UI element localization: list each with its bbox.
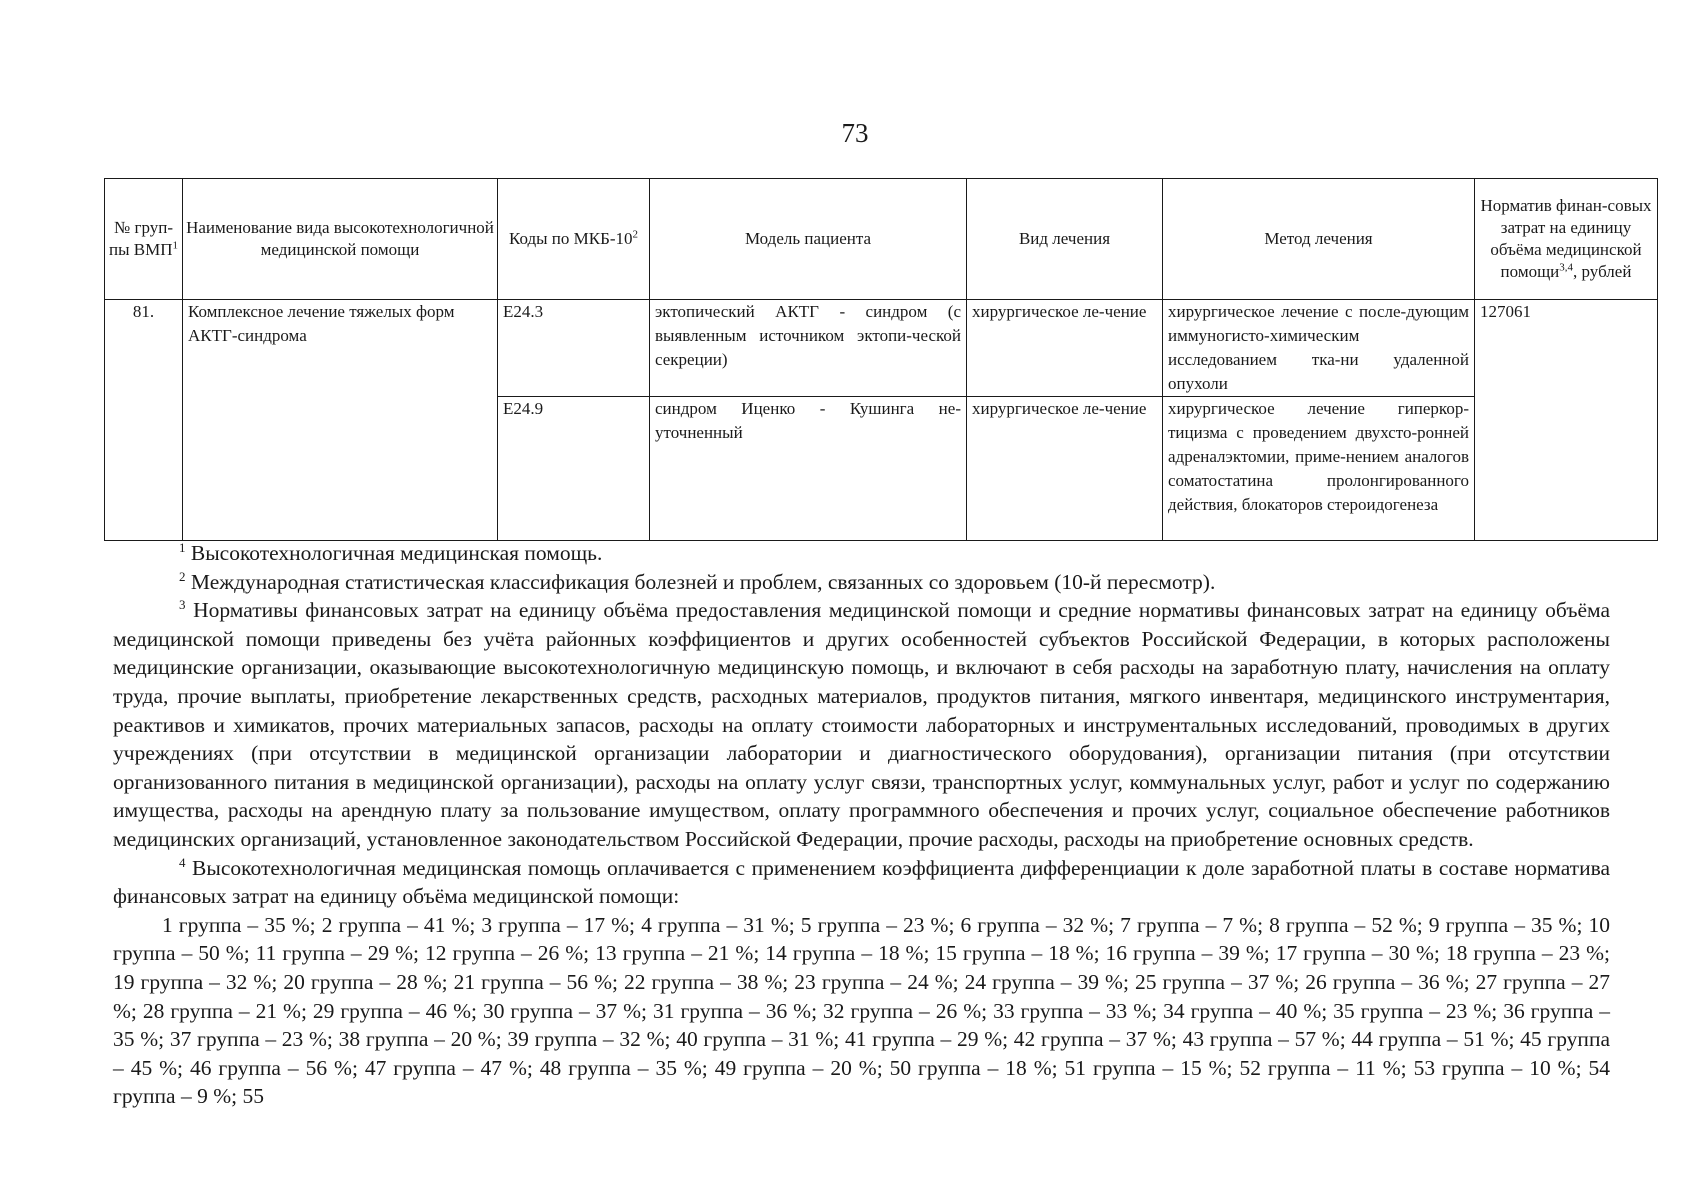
header-norm: Норматив финан-совых затрат на единицу объёма медицинской помощи$^{3,4}$, рублей [1475,179,1658,300]
footnote-2: $^2$ Международная статистическая классификация болезней и проблем, связанных со здоровьем (10-й пересмотр). [179,568,1216,594]
cell-name: Комплексное лечение тяжелых форм АКТГ-синдрома [183,300,498,541]
header-method: Метод лечения [1163,179,1475,300]
header-codes: Коды по МКБ-$10^2$ [498,179,650,300]
footnote-4: $^4$ Высокотехнологичная медицинская помощь оплачивается с применением коэффициента дифференциации к доле заработной платы в составе норматива финансовых затрат на единицу объёма медицинской помощи: [113,854,1610,909]
table-header-row [105,179,1658,300]
cell-code: E24.9 [498,397,650,541]
header-treatment-type: Вид лечения [967,179,1163,300]
cell-patient-model: эктопический АКТГ - синдром (с выявленным источником эктопи-ческой секреции) [650,300,967,397]
footnote-3: $^3$ Нормативы финансовых затрат на единицу объёма предоставления медицинской помощи и средние нормативы финансовых затрат на единицу объёма медицинской помощи приведены без учёта районных коэффициентов и других особенностей субъектов Российской Федерации, в которых расположены медицинские организации, оказывающие высокотехнологичную медицинскую помощь, и включают в себя расходы на заработную плату, начисления на оплату труда, прочие выплаты, приобретение лекарственных средств, расходных материалов, продуктов питания, мягкого инвентаря, медицинского инструментария, реактивов и химикатов, прочих материальных запасов, расходы на оплату стоимости лабораторных и инструментальных исследований, проводимых в других учреждениях (при отсутствии в медицинской организации лаборатории и диагностического оборудования), организации питания (при отсутствии организованного питания в медицинской организации), расходы на оплату услуг связи, транспортных услуг, коммунальных услуг, работ и услуг по содержанию имущества, расходы на арендную плату за пользование имуществом, оплату программного обеспечения и прочих услуг, социальное обеспечение работников медицинских организаций, установленное законодательством Российской Федерации, прочие расходы, расходы на приобретение основных средств. [113,597,1611,851]
footnote-1: $^1$ Высокотехнологичная медицинская помощь. [179,539,603,565]
cell-treatment-type: хирургическое ле-чение [967,300,1163,397]
header-patient-model: Модель пациента [650,179,967,300]
page-number: 73 [841,118,869,148]
group-percentages: 1 группа – 35 %; 2 группа – 41 %; 3 группа – 17 %; 4 группа – 31 %; 5 группа – 23 %; 6 группа – 32 %; 7 группа – 7 %; 8 группа – 52 %; 9 группа – 35 %; 10 группа – 50 %; 11 группа – 29 %; 12 группа – 26 %; 13 группа – 21 %; 14 группа – 18 %; 15 группа – 18 %; 16 группа – 39 %; 17 группа – 30 %; 18 группа – 23 %; 19 группа – 32 %; 20 группа – 28 %; 21 группа – 56 %; 22 группа – 38 %; 23 группа – 24 %; 24 группа – 39 %; 25 группа – 37 %; 26 группа – 36 %; 27 группа – 27 %; 28 группа – 21 %; 29 группа – 46 %; 30 группа – 37 %; 31 группа – 36 %; 32 группа – 26 %; 33 группа – 33 %; 34 группа – 40 %; 35 группа – 23 %; 36 группа – 35 %; 37 группа – 23 %; 38 группа – 20 %; 39 группа – 32 %; 40 группа – 31 %; 41 группа – 29 %; 42 группа – 37 %; 43 группа – 57 %; 44 группа – 51 %; 45 группа – 45 %; 46 группа – 56 %; 47 группа – 47 %; 48 группа – 35 %; 49 группа – 20 %; 50 группа – 18 %; 51 группа – 15 %; 52 группа – 11 %; 53 группа – 10 %; 54 группа – 9 %; 55 [113,912,1610,1109]
footnotes [113,539,1610,1111]
cell-method: хирургическое лечение с после-дующим иммуногисто-химическим исследованием тка-ни удаленной опухоли [1163,300,1475,397]
table-row [105,300,1658,397]
cell-patient-model: синдром Иценко - Кушинга не-уточненный [650,397,967,541]
cell-group-no: 81. [105,300,183,541]
cell-method: хирургическое лечение гиперкор-тицизма с проведением двухсто-ронней адреналэктомии, приме-нением аналогов соматостатина пролонгированного действия, блокаторов стероидогенеза [1163,397,1475,541]
header-group-no: № груп-пы ВМП$^1$ [105,179,183,300]
vmp-table [104,178,1658,541]
header-name: Наименование вида высокотехнологичной медицинской помощи [183,179,498,300]
cell-code: E24.3 [498,300,650,397]
cell-treatment-type: хирургическое ле-чение [967,397,1163,541]
cell-norm: 127061 [1475,300,1658,541]
